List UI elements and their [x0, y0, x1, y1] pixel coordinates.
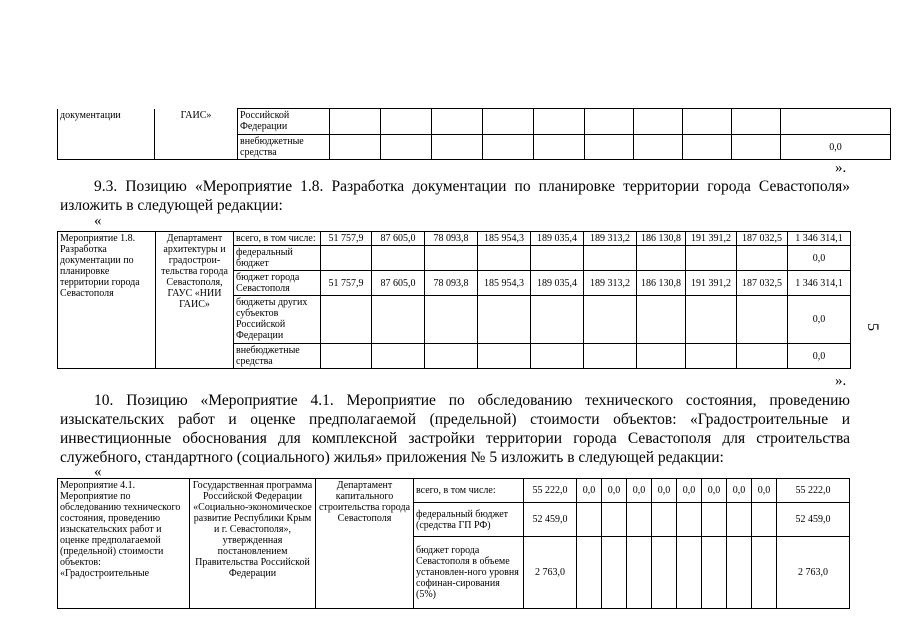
program-cell: Государственная программа Российской Федерации «Социально-экономическое развитие Республики Крым и г. Севастополя», утвержденная постановлением Правительства Российской Федерации	[190, 479, 316, 609]
open-quote: «	[94, 464, 102, 480]
value-cell: 0,0	[577, 479, 602, 503]
value-cell: 51 757,9	[321, 232, 372, 246]
total-cell: 2 763,0	[777, 537, 850, 609]
value-cell: 0,0	[602, 479, 627, 503]
open-quote: «	[94, 213, 102, 229]
close-quote: ».	[835, 160, 847, 176]
table-continuation	[57, 108, 891, 160]
value-cell: 51 757,9	[321, 271, 372, 296]
value-cell: 0,0	[702, 479, 727, 503]
value-cell: 0,0	[652, 479, 677, 503]
page-number: 5	[864, 323, 881, 331]
value-cell: 187 032,5	[737, 232, 788, 246]
total-cell: 0,0	[781, 135, 891, 160]
measure-cell: документации	[58, 109, 155, 160]
value-cell: 186 130,8	[637, 271, 686, 296]
value-cell: 78 093,8	[425, 232, 478, 246]
source-cell: Российской Федерации	[238, 109, 330, 135]
close-quote: ».	[835, 373, 847, 389]
value-cell: 0,0	[752, 479, 777, 503]
value-cell: 187 032,5	[737, 271, 788, 296]
source-cell: бюджеты других субъектов Российской Федерации	[234, 296, 321, 344]
value-cell: 191 391,2	[686, 271, 737, 296]
value-cell: 186 130,8	[637, 232, 686, 246]
value-cell: 0,0	[677, 479, 702, 503]
total-cell: 1 346 314,1	[788, 271, 851, 296]
total-cell: 0,0	[788, 246, 851, 271]
value-cell: 189 035,4	[531, 271, 584, 296]
total-cell: 55 222,0	[777, 479, 850, 503]
source-cell: бюджет города Севастополя	[234, 271, 321, 296]
source-cell: внебюджетные средства	[234, 344, 321, 369]
value-cell: 189 313,2	[584, 271, 637, 296]
total-cell: 0,0	[788, 296, 851, 344]
value-cell: 191 391,2	[686, 232, 737, 246]
value-cell: 2 763,0	[524, 537, 577, 609]
value-cell: 52 459,0	[524, 503, 577, 537]
table-row	[58, 109, 891, 135]
value-cell: 189 313,2	[584, 232, 637, 246]
total-cell: 1 346 314,1	[788, 232, 851, 246]
measure-cell: Мероприятие 4.1. Мероприятие по обследованию технического состояния, проведению изыскательских работ и оценке предполагаемой (предельной) стоимости объектов: «Градостроительные	[58, 479, 190, 609]
measure-cell: Мероприятие 1.8. Разработка документации по планировке территории города Севастополя	[58, 232, 156, 369]
table-measure-1-8	[57, 231, 851, 369]
source-cell: всего, в том числе:	[414, 479, 524, 503]
value-cell: 0,0	[727, 479, 752, 503]
source-cell: федеральный бюджет	[234, 246, 321, 271]
value-cell: 87 605,0	[372, 271, 425, 296]
table-row	[58, 232, 851, 246]
source-cell: внебюджетные средства	[238, 135, 330, 160]
total-cell: 0,0	[788, 344, 851, 369]
executor-cell: ГАИС»	[155, 109, 238, 160]
value-cell: 185 954,3	[478, 271, 531, 296]
table-measure-4-1	[57, 478, 850, 609]
value-cell: 185 954,3	[478, 232, 531, 246]
value-cell: 78 093,8	[425, 271, 478, 296]
section-10-text: 10. Позицию «Мероприятие 4.1. Мероприятие по обследованию технического состояния, проведению изыскательских работ и оценке предполагаемой (предельной) стоимости объектов: «Градостроительные и инвестиционные обоснования для комплексной застройки территории города Севастополя для строительства служебного, стандартного (социального) жилья» приложения № 5 изложить в следующей редакции:	[60, 392, 850, 466]
value-cell: 189 035,4	[531, 232, 584, 246]
source-cell: бюджет города Севастополя в объеме установлен-ного уровня софинан-сирования (5%)	[414, 537, 524, 609]
value-cell: 87 605,0	[372, 232, 425, 246]
table-row	[58, 479, 850, 503]
total-cell: 52 459,0	[777, 503, 850, 537]
value-cell: 55 222,0	[524, 479, 577, 503]
section-9-3-text: 9.3. Позицию «Мероприятие 1.8. Разработка документации по планировке территории города Севастополя» изложить в следующей редакции:	[60, 178, 850, 214]
executor-cell: Департамент архитектуры и градострои-тельства города Севастополя, ГАУС «НИИ ГАИС»	[156, 232, 234, 369]
executor-cell: Департамент капитального строительства города Севастополя	[316, 479, 414, 609]
source-cell: всего, в том числе:	[234, 232, 321, 246]
source-cell: федеральный бюджет (средства ГП РФ)	[414, 503, 524, 537]
value-cell: 0,0	[627, 479, 652, 503]
